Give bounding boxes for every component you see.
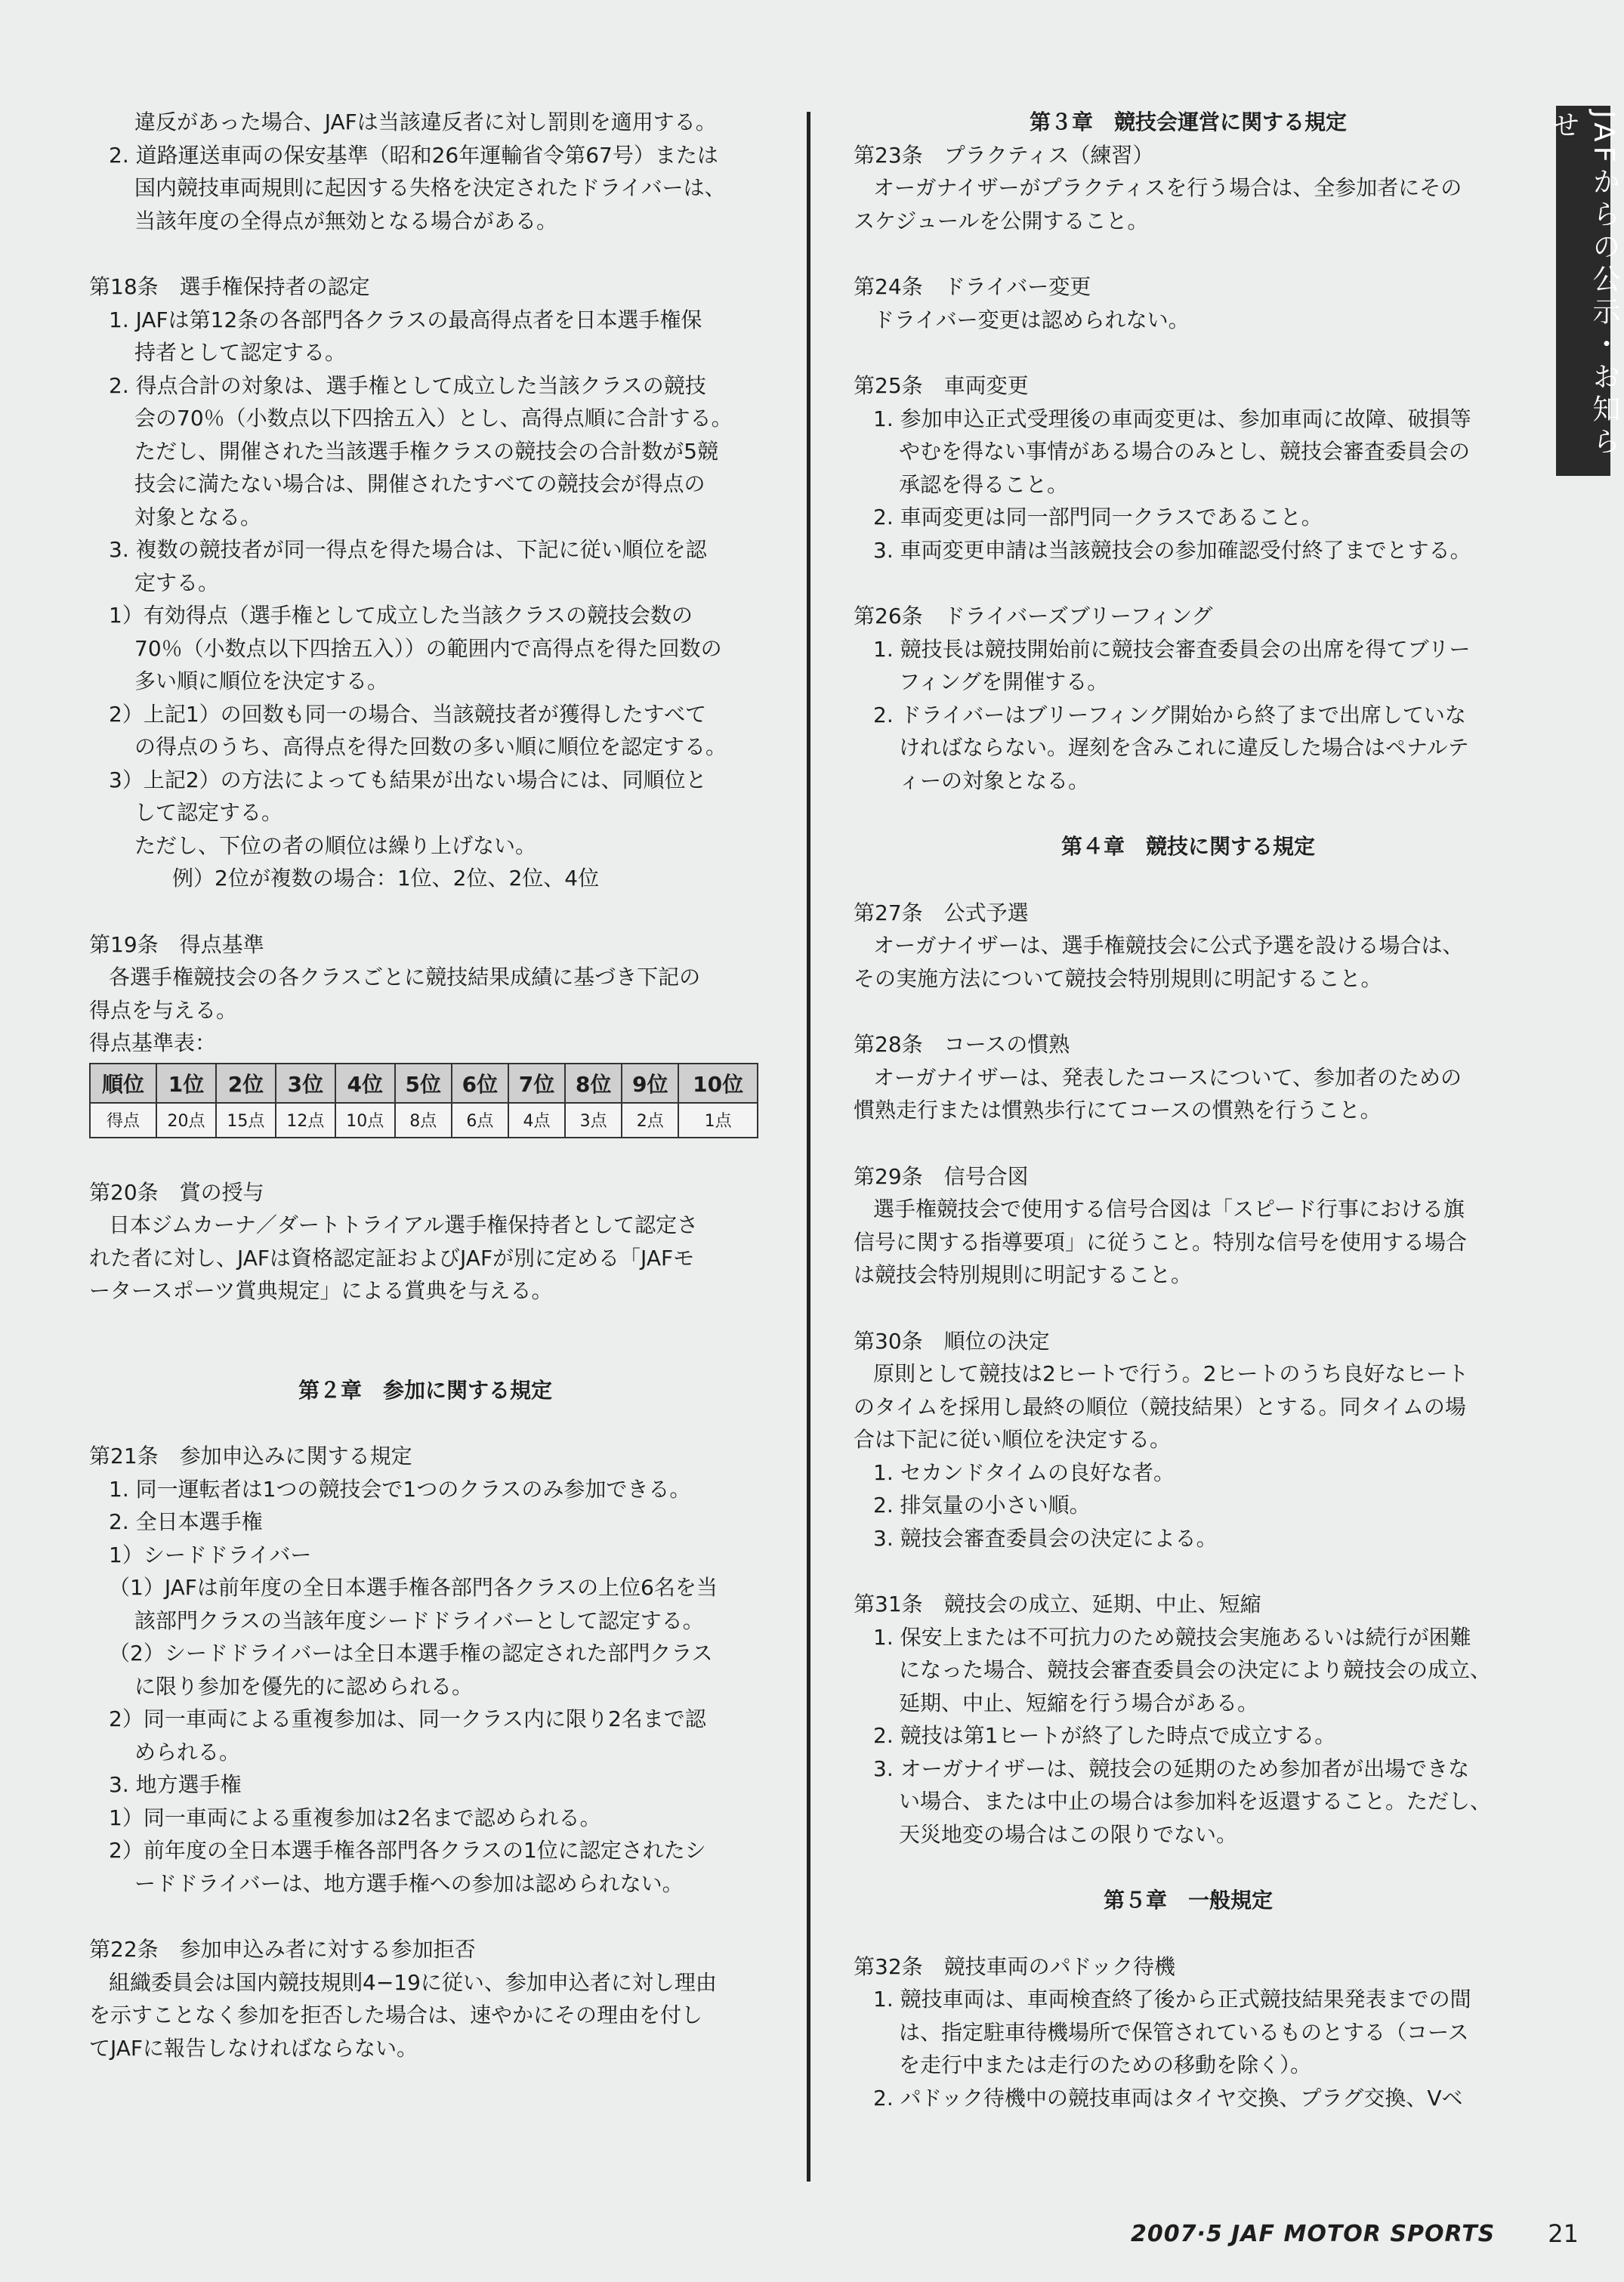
text-line: 第29条 信号合図 — [854, 1163, 1029, 1189]
text-line: 承認を得ること。 — [899, 471, 1069, 497]
text-line: 違反があった場合、JAFは当該違反者に対し罰則を適用する。 — [134, 110, 717, 134]
text-line: のタイムを採用し最終の順位（競技結果）とする。同タイムの場 — [854, 1394, 1466, 1419]
section-tab: JAFからの公示・お知らせ — [1556, 106, 1610, 476]
text-line: 第25条 車両変更 — [854, 373, 1029, 398]
score-table — [89, 1063, 758, 1138]
rank-cell: 8位 — [565, 1064, 622, 1103]
spacer — [89, 1143, 761, 1176]
text-line: オーガナイザーがプラクティスを行う場合は、全参加者にその — [873, 175, 1462, 200]
text-line: 技会に満たない場合は、開催されたすべての競技会が得点の — [134, 471, 705, 496]
text-line: い場合、または中止の場合は参加料を返還すること。ただし、 — [899, 1789, 1492, 1814]
text-line: められる。 — [134, 1739, 241, 1765]
spacer — [854, 863, 1523, 897]
spacer — [854, 336, 1523, 369]
text-line: 得点基準表： — [89, 1030, 217, 1055]
text-line: ければならない。遅刻を含みこれに違反した場合はペナルテ — [899, 735, 1469, 760]
text-line: オーガナイザーは、発表したコースについて、参加者のための — [873, 1064, 1462, 1090]
text-line: 信号に関する指導要項」に従うこと。特別な信号を使用する場合 — [854, 1229, 1468, 1255]
text-line: 天災地変の場合はこの限りでない。 — [899, 1821, 1238, 1847]
text-line: 会の70％（小数点以下四捨五入）とし、高得点順に合計する。 — [134, 406, 733, 431]
text-line: 選手権競技会で使用する信号合図は「スピード行事における旗 — [873, 1197, 1465, 1221]
text-line: 2. 競技は第1ヒートが終了した時点で成立する。 — [873, 1723, 1336, 1748]
text-line: 1. 参加申込正式受理後の車両変更は、参加車両に故障、破損等 — [873, 406, 1471, 431]
text-line: 当該年度の全得点が無効となる場合がある。 — [134, 208, 558, 233]
text-line: 1）シードドライバー — [109, 1542, 312, 1567]
text-line: 2. 排気量の小さい順。 — [873, 1493, 1091, 1518]
text-line: 2）前年度の全日本選手権各部門各クラスの1位に認定されたシ — [109, 1838, 706, 1863]
chapter-heading: 第５章 一般規定 — [1103, 1888, 1273, 1913]
text-line: 70％（小数点以下四捨五入））の範囲内で高得点を得た回数の — [134, 635, 722, 661]
text-line: 第30条 順位の決定 — [854, 1328, 1050, 1354]
text-line: 1. セカンドタイムの良好な者。 — [873, 1459, 1175, 1485]
text-line: 1. 保安上または不可抗力のため競技会実施あるいは続行が困難 — [873, 1624, 1471, 1650]
spacer — [854, 797, 1523, 830]
points-cell: 1点 — [678, 1103, 758, 1138]
text-line: 第26条 ドライバーズブリーフィング — [854, 604, 1213, 628]
text-line: その実施方法について競技会特別規則に明記すること。 — [854, 965, 1382, 991]
text-line: 2）上記1）の回数も同一の場合、当該競技者が獲得したすべて — [109, 701, 707, 727]
text-line: 各選手権競技会の各クラスごとに競技結果成績に基づき下記の — [109, 965, 701, 990]
column-divider — [807, 112, 810, 2182]
text-line: 3. 車両変更申請は当該競技会の参加確認受付終了までとする。 — [873, 537, 1471, 563]
text-line: 原則として競技は2ヒートで行う。2ヒートのうち良好なヒート — [873, 1361, 1469, 1386]
text-line: オーガナイザーは、選手権競技会に公式予選を設ける場合は、 — [873, 933, 1464, 958]
text-line: （2）シードドライバーは全日本選手権の認定された部門クラス — [109, 1641, 713, 1666]
text-line: やむを得ない事情がある場合のみとし、競技会審査委員会の — [899, 439, 1471, 464]
text-line: を走行中または走行のための移動を除く）。 — [899, 2052, 1312, 2077]
text-line: に限り参加を優先的に認められる。 — [134, 1673, 474, 1699]
magazine-name: 2007·5 JAF MOTOR SPORTS — [1130, 2220, 1496, 2247]
chapter-heading: 第３章 競技会運営に関する規定 — [1029, 110, 1347, 134]
text-line: ただし、開催された当該選手権クラスの競技会の合計数が5競 — [134, 438, 718, 464]
spacer — [854, 1292, 1523, 1325]
rank-cell: 9位 — [622, 1064, 678, 1103]
spacer — [89, 1407, 761, 1440]
text-line: ドライバー変更は認められない。 — [873, 307, 1190, 332]
text-line: 例）2位が複数の場合：1位、2位、2位、4位 — [172, 866, 600, 891]
text-line: 国内競技車両規則に起因する失格を決定されたドライバーは、 — [134, 175, 726, 200]
score-table-row — [90, 1103, 758, 1138]
text-line: 3. 地方選手権 — [109, 1772, 242, 1797]
text-line: 延期、中止、短縮を行う場合がある。 — [899, 1690, 1259, 1715]
text-line: 1. 競技車両は、車両検査終了後から正式競技結果発表までの間 — [873, 1987, 1471, 2012]
text-line: 3. 複数の競技者が同一得点を得た場合は、下記に従い順位を認 — [109, 537, 707, 562]
text-line: 2. 全日本選手権 — [109, 1509, 263, 1534]
points-cell: 10点 — [335, 1103, 395, 1138]
text-line: 1）同一車両による重複参加は2名まで認められる。 — [109, 1805, 601, 1830]
rank-cell: 5位 — [395, 1064, 452, 1103]
text-line: 2. 得点合計の対象は、選手権として成立した当該クラスの競技 — [109, 372, 706, 398]
text-line: 3. 競技会審査委員会の決定による。 — [873, 1525, 1218, 1551]
right-column — [854, 106, 1523, 2114]
text-line: 該部門クラスの当該年度シードドライバーとして認定する。 — [134, 1607, 704, 1633]
rank-cell: 10位 — [678, 1064, 758, 1103]
text-line: てJAFに報告しなければならない。 — [89, 2035, 418, 2061]
spacer — [89, 1900, 761, 1933]
text-line: 第27条 公式予選 — [854, 900, 1029, 925]
text-line: 合は下記に従い順位を決定する。 — [854, 1427, 1172, 1452]
text-line: 1. 同一運転者は1つの競技会で1つのクラスのみ参加できる。 — [109, 1476, 691, 1502]
rank-cell: 4位 — [335, 1064, 395, 1103]
rank-cell: 1位 — [156, 1064, 216, 1103]
text-line: 2. 車両変更は同一部門同一クラスであること。 — [873, 505, 1323, 530]
text-line: 2. ドライバーはブリーフィング開始から終了まで出席していな — [873, 702, 1466, 727]
text-line: 定する。 — [134, 570, 220, 595]
text-line: ードドライバーは、地方選手権への参加は認められない。 — [134, 1870, 684, 1896]
text-line: 慣熟走行または慣熟歩行にてコースの慣熟を行うこと。 — [854, 1098, 1382, 1122]
points-cell: 20点 — [156, 1103, 216, 1138]
text-line: 第18条 選手権保持者の認定 — [89, 274, 370, 299]
text-line: 1. JAFは第12条の各部門各クラスの最高得点者を日本選手権保 — [109, 307, 702, 332]
rank-cell: 6位 — [452, 1064, 508, 1103]
spacer — [854, 567, 1523, 600]
points-cell: 6点 — [452, 1103, 508, 1138]
score-table-row — [90, 1064, 758, 1103]
points-cell: 8点 — [395, 1103, 452, 1138]
spacer — [854, 237, 1523, 270]
text-line: れた者に対し、JAFは資格認定証およびJAFが別に定める「JAFモ — [89, 1245, 695, 1271]
text-line: 3）上記2）の方法によっても結果が出ない場合には、同順位と — [109, 767, 707, 792]
spacer — [854, 1917, 1523, 1950]
text-line: 第21条 参加申込みに関する規定 — [89, 1444, 412, 1468]
text-line: 1. 競技長は競技開始前に競技会審査委員会の出席を得てブリー — [873, 636, 1471, 662]
text-line: 第32条 競技車両のパドック待機 — [854, 1953, 1175, 1979]
text-line: スケジュールを公開すること。 — [854, 208, 1149, 233]
spacer — [89, 895, 761, 928]
spacer — [854, 1851, 1523, 1884]
left-column — [89, 106, 761, 2064]
points-cell: 4点 — [508, 1103, 565, 1138]
text-line: は競技会特別規則に明記すること。 — [854, 1262, 1193, 1287]
rank-cell: 7位 — [508, 1064, 565, 1103]
page-footer — [959, 2215, 1579, 2253]
text-line: 第24条 ドライバー変更 — [854, 274, 1091, 299]
spacer — [89, 1308, 761, 1374]
text-line: （1）JAFは前年度の全日本選手権各部門各クラスの上位6名を当 — [109, 1575, 718, 1600]
text-line: 1）有効得点（選手権として成立した当該クラスの競技会数の — [109, 603, 693, 628]
text-line: 日本ジムカーナ／ダートトライアル選手権保持者として認定さ — [109, 1212, 699, 1237]
chapter-heading: 第２章 参加に関する規定 — [298, 1377, 552, 1403]
points-cell: 得点 — [90, 1103, 156, 1138]
text-line: 第19条 得点基準 — [89, 931, 264, 957]
text-line: ータースポーツ賞典規定」による賞典を与える。 — [89, 1278, 553, 1303]
spacer — [89, 237, 761, 270]
text-line: 3. オーガナイザーは、競技会の延期のため参加者が出場できな — [873, 1756, 1470, 1781]
text-line: して認定する。 — [134, 800, 283, 825]
spacer — [854, 995, 1523, 1028]
text-line: になった場合、競技会審査委員会の決定により競技会の成立、 — [899, 1657, 1492, 1682]
rank-cell: 3位 — [276, 1064, 335, 1103]
text-line: は、指定駐車待機場所で保管されているものとする（コース — [899, 2019, 1469, 2045]
spacer — [854, 1127, 1523, 1160]
text-line: 持者として認定する。 — [134, 340, 347, 365]
text-line: フィングを開催する。 — [899, 669, 1109, 694]
page-number: 21 — [1548, 2219, 1579, 2248]
text-line: の得点のうち、高得点を得た回数の多い順に順位を認定する。 — [134, 734, 727, 759]
text-line: 第31条 競技会の成立、延期、中止、短縮 — [854, 1592, 1261, 1617]
points-cell: 3点 — [565, 1103, 622, 1138]
text-line: 2. 道路運送車両の保安基準（昭和26年運輸省令第67号）または — [109, 142, 718, 168]
points-cell: 15点 — [216, 1103, 276, 1138]
text-line: 多い順に順位を決定する。 — [134, 669, 389, 693]
text-line: 第23条 プラクティス（練習） — [854, 142, 1154, 168]
text-line: 2）同一車両による重複参加は、同一クラス内に限り2名まで認 — [109, 1706, 706, 1731]
text-line: 得点を与える。 — [89, 997, 238, 1023]
rank-cell: 2位 — [216, 1064, 276, 1103]
points-cell: 12点 — [276, 1103, 335, 1138]
text-line: 第28条 コースの慣熟 — [854, 1032, 1070, 1057]
text-line: ただし、下位の者の順位は繰り上げない。 — [134, 832, 537, 858]
text-line: 2. パドック待機中の競技車両はタイヤ交換、プラグ交換、Vベ — [873, 2085, 1463, 2111]
text-line: 第22条 参加申込み者に対する参加拒否 — [89, 1937, 476, 1962]
chapter-heading: 第４章 競技に関する規定 — [1061, 834, 1315, 859]
text-line: 対象となる。 — [134, 504, 262, 530]
spacer — [854, 1555, 1523, 1588]
text-line: 第20条 賞の授与 — [89, 1179, 264, 1205]
text-line: 組織委員会は国内競技規則4−19に従い、参加申込者に対し理由 — [109, 1969, 717, 1995]
text-line: を示すことなく参加を拒否した場合は、速やかにその理由を付し — [89, 2003, 703, 2027]
points-cell: 2点 — [622, 1103, 678, 1138]
rank-cell: 順位 — [90, 1064, 156, 1103]
text-line: ィーの対象となる。 — [899, 767, 1090, 793]
